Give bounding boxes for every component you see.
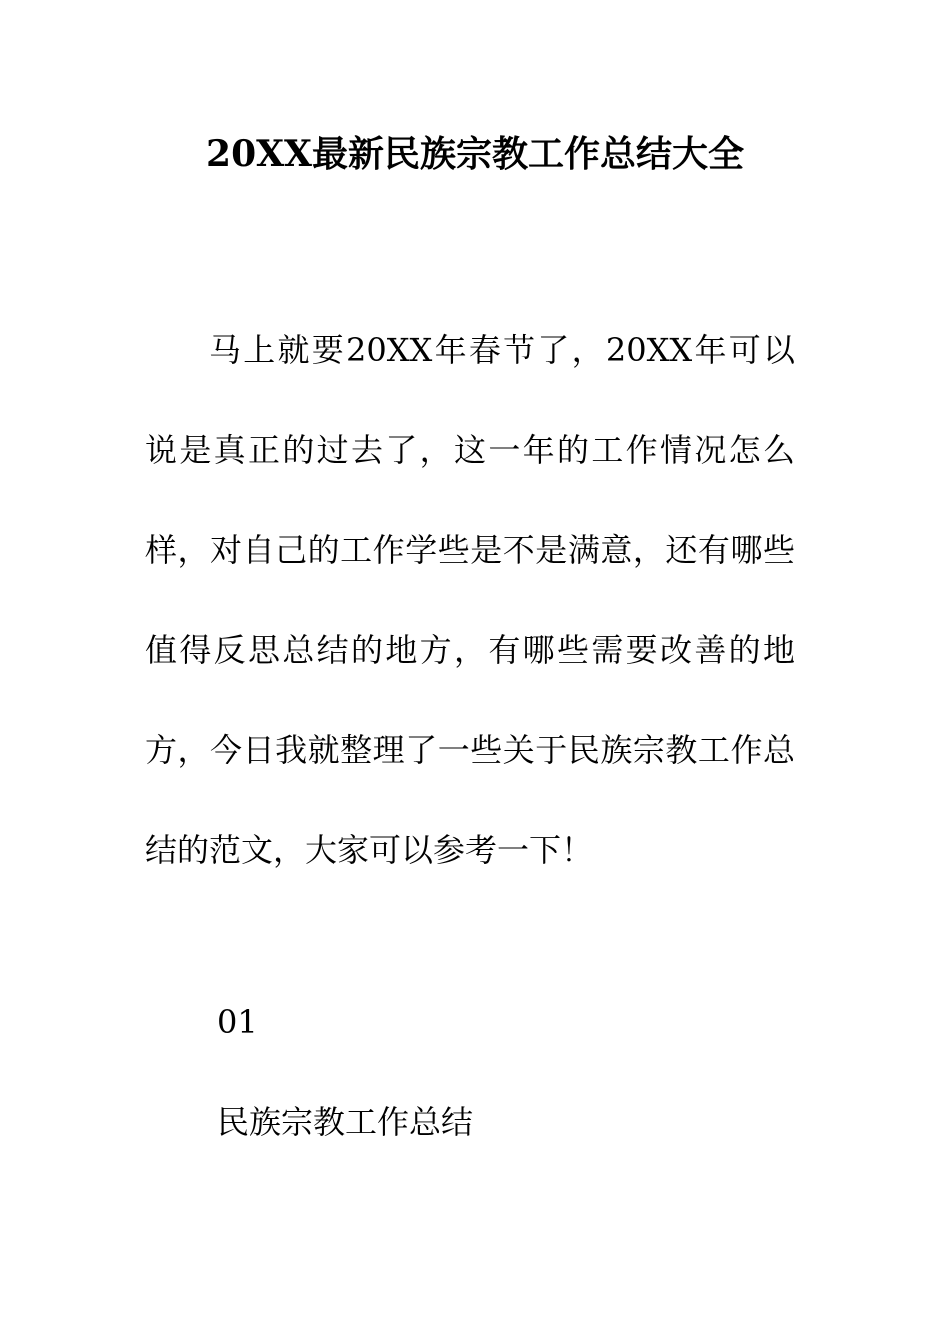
document-title: 20XX最新民族宗教工作总结大全 [206, 133, 744, 175]
section-heading: 民族宗教工作总结 [217, 1103, 474, 1141]
section-number: 01 [217, 1003, 258, 1041]
intro-paragraph: 马上就要20XX年春节了，20XX年可以说是真正的过去了，这一年的工作情况怎么样，对自己的工作学些是不是满意，还有哪些值得反思总结的地方，有哪些需要改善的地方，今日我就整理了一些关于民族宗教工作总结的范文，大家可以参考一下！ [145, 331, 795, 869]
